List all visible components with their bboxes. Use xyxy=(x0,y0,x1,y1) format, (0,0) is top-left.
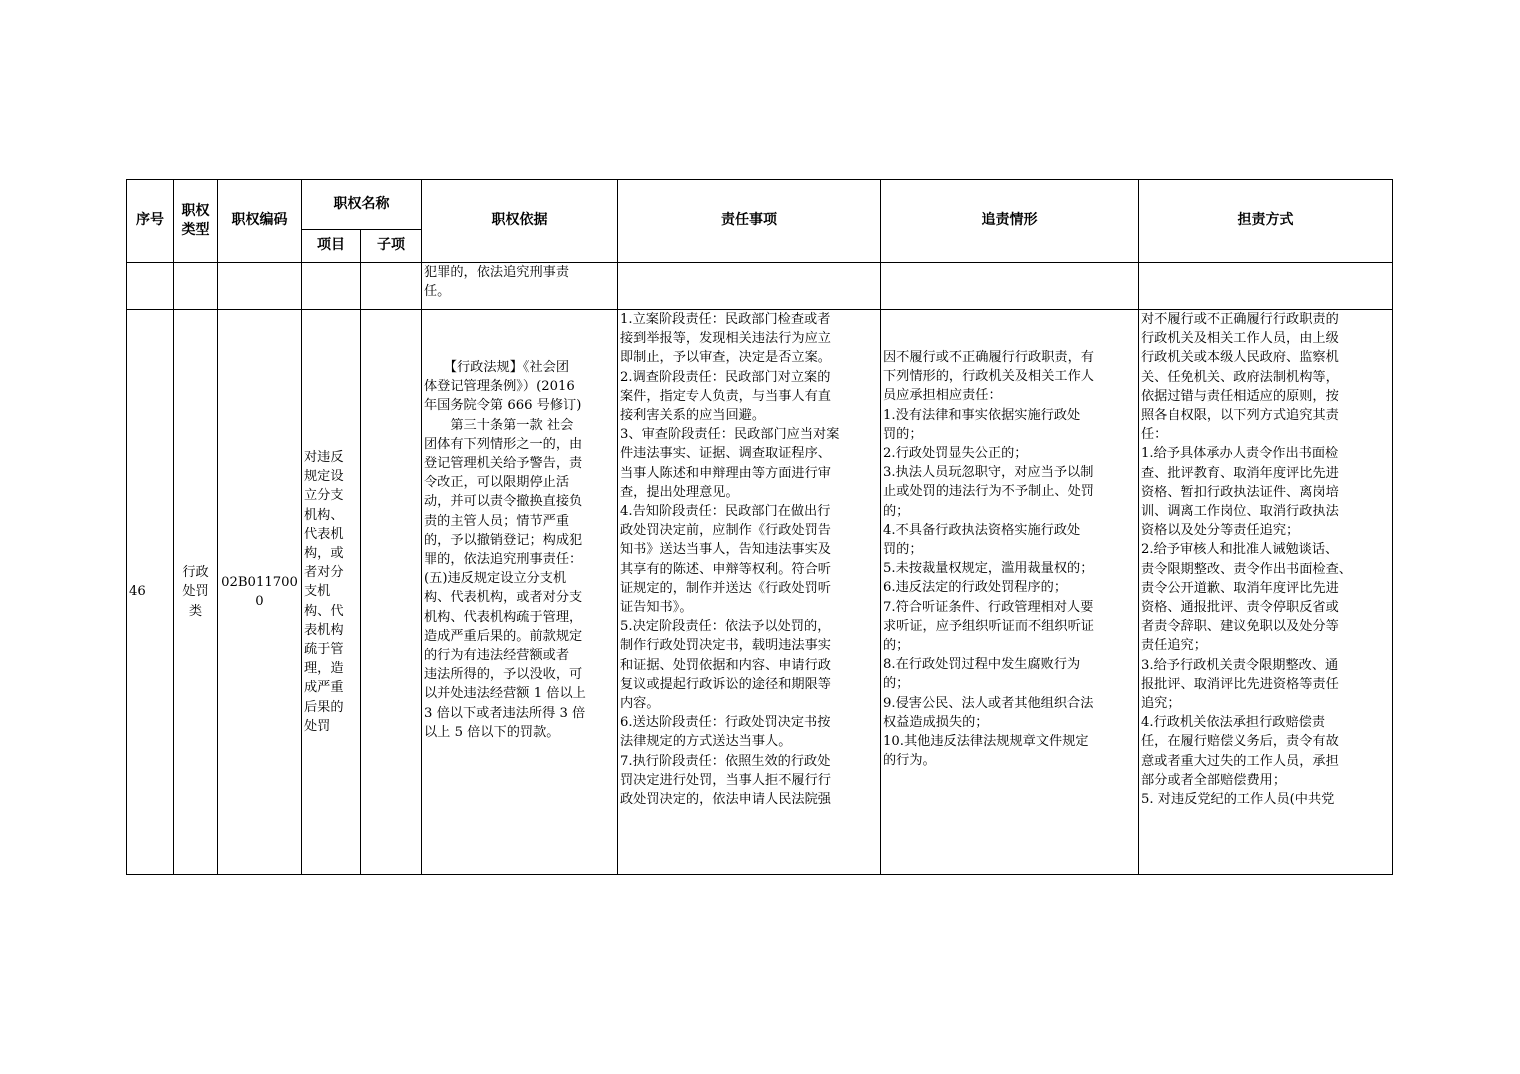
responsibility-line: 7.执行阶段责任：依照生效的行政处 xyxy=(620,753,831,769)
liability-line: 1.给予具体承办人责令作出书面检 xyxy=(1141,446,1339,462)
cont-basis-line: 犯罪的，依法追究刑事责 xyxy=(424,265,570,280)
accountability-line: 求听证，应予组织听证而不组织听证 xyxy=(883,618,1094,634)
responsibility-line: 当事人陈述和申辩理由等方面进行审 xyxy=(620,465,831,481)
header-subitem: 子项 xyxy=(361,230,422,263)
responsibility-line: 证告知书》。 xyxy=(620,600,693,616)
row-seq: 46 xyxy=(127,310,174,875)
accountability-line: 10.其他违反法律法规规章文件规定 xyxy=(883,734,1089,750)
accountability-line: 3.执法人员玩忽职守，对应当予以制 xyxy=(883,465,1094,481)
row-code: 02B0117000 xyxy=(218,310,302,875)
item-line: 表机构 xyxy=(304,622,344,638)
accountability-line: 因不履行或不正确履行行政职责，有 xyxy=(883,350,1094,365)
item-line: 对违反 xyxy=(304,449,344,465)
basis-line: 责的主管人员；情节严重 xyxy=(424,513,570,529)
accountability-line: 下列情形的，行政机关及相关工作人 xyxy=(883,369,1094,385)
basis-line: 3 倍以下或者违法所得 3 倍 xyxy=(424,705,586,721)
responsibility-line: 证规定的，制作并送达《行政处罚听 xyxy=(620,580,831,596)
item-line: 理，造 xyxy=(304,661,344,677)
responsibility-line: 案件，指定专人负责，与当事人有直 xyxy=(620,388,831,404)
basis-line: 的行为有违法经营额或者 xyxy=(424,648,570,664)
cont-type xyxy=(174,263,218,310)
basis-line: 体登记管理条例》）(2016 xyxy=(424,379,575,395)
header-type-text: 职权类型 xyxy=(181,202,210,238)
liability-line: 报批评、取消评比先进资格等责任 xyxy=(1141,676,1339,692)
responsibility-line: 罚决定进行处罚，当事人拒不履行行 xyxy=(620,772,831,788)
liability-line: 3.给予行政机关责令限期整改、通 xyxy=(1141,657,1339,673)
responsibility-line: 2.调查阶段责任：民政部门对立案的 xyxy=(620,369,831,385)
liability-line: 意或者重大过失的工作人员，承担 xyxy=(1141,753,1339,769)
cont-basis-line: 任。 xyxy=(424,284,451,300)
cont-basis xyxy=(422,263,618,310)
header-code xyxy=(218,180,302,263)
item-line: 立分支 xyxy=(304,488,344,504)
accountability-line: 的； xyxy=(883,638,910,654)
accountability-line: 8.在行政处罚过程中发生腐败行为 xyxy=(883,657,1081,673)
liability-line: 照各自权限，以下列方式追究其责 xyxy=(1141,408,1339,424)
responsibility-line: 内容。 xyxy=(620,696,660,712)
accountability-line: 5.未按裁量权规定，滥用裁量权的； xyxy=(883,561,1094,577)
basis-line: 以上 5 倍以下的罚款。 xyxy=(424,724,560,740)
responsibility-line: 接到举报等，发现相关违法行为应立 xyxy=(620,331,831,347)
basis-line: 的，予以撤销登记；构成犯 xyxy=(424,532,583,548)
item-line: 后果的 xyxy=(304,699,344,715)
liability-line: 4.行政机关依法承担行政赔偿责 xyxy=(1141,715,1326,731)
liability-line: 资格、暂扣行政执法证件、离岗培 xyxy=(1141,484,1339,500)
basis-line: (五)违反规定设立分支机 xyxy=(424,571,567,587)
basis-line: 动，并可以责令撤换直接负 xyxy=(424,494,583,510)
basis-line: 年国务院令第 666 号修订) xyxy=(424,398,582,414)
responsibility-line: 6.送达阶段责任：行政处罚决定书按 xyxy=(620,715,831,731)
accountability-line: 6.违反法定的行政处罚程序的； xyxy=(883,580,1068,596)
responsibility-line: 5.决定阶段责任：依法予以处罚的， xyxy=(620,619,831,635)
basis-line: 团体有下列情形之一的，由 xyxy=(424,436,583,452)
item-line: 代表机 xyxy=(304,526,344,542)
basis-line: 机构、代表机构疏于管理， xyxy=(424,609,583,625)
header-responsibility: 责任事项 xyxy=(618,180,881,263)
item-line: 规定设 xyxy=(304,469,344,485)
responsibility-line: 和证据、处罚依据和内容、申请行政 xyxy=(620,657,831,673)
basis-line: 罪的，依法追究刑事责任： xyxy=(424,552,583,568)
liability-line: 者责令辞职、建议免职以及处分等 xyxy=(1141,619,1339,635)
header-accountability: 追责情形 xyxy=(881,180,1139,263)
row-subitem xyxy=(361,310,422,875)
header-code-text: 职权编码 xyxy=(231,212,288,229)
header-row-1 xyxy=(127,180,1393,230)
accountability-line: 4.不具备行政执法资格实施行政处 xyxy=(883,522,1081,538)
item-line: 疏于管 xyxy=(304,642,344,657)
liability-line: 对不履行或不正确履行行政职责的 xyxy=(1141,312,1339,327)
accountability-line: 2.行政处罚显失公正的； xyxy=(883,446,1028,462)
accountability-line: 的； xyxy=(883,676,910,692)
responsibility-line: 其享有的陈述、申辩等权利。符合听 xyxy=(620,561,831,577)
cont-accountability xyxy=(881,263,1139,310)
accountability-line: 7.符合听证条件、行政管理相对人要 xyxy=(883,599,1094,615)
basis-line: 第三十条第一款 社会 xyxy=(424,417,574,433)
item-line: 构，或 xyxy=(304,545,344,561)
responsibility-line: 3、审查阶段责任：民政部门应当对案 xyxy=(620,427,840,443)
liability-line: 部分或者全部赔偿费用； xyxy=(1141,772,1287,788)
responsibility-line: 制作行政处罚决定书，载明违法事实 xyxy=(620,638,831,654)
liability-line: 2.给予审核人和批准人诫勉谈话、 xyxy=(1141,542,1339,558)
liability-line: 依据过错与责任相适应的原则，按 xyxy=(1141,388,1339,404)
row-liability xyxy=(1139,310,1393,875)
accountability-line: 止或处罚的违法行为不予制止、处罚 xyxy=(883,484,1094,500)
header-type xyxy=(174,180,218,263)
responsibility-line: 即制止，予以审查，决定是否立案。 xyxy=(620,350,831,366)
basis-line: 违法所得的，予以没收，可 xyxy=(424,667,583,683)
header-basis: 职权依据 xyxy=(422,180,618,263)
accountability-line: 的行为。 xyxy=(883,753,936,769)
responsibility-line: 复议或提起行政诉讼的途径和期限等 xyxy=(620,676,831,692)
liability-line: 行政机关及相关工作人员，由上级 xyxy=(1141,331,1339,347)
responsibility-line: 政处罚决定前，应制作《行政处罚告 xyxy=(620,523,831,539)
liability-line: 关、任免机关、政府法制机构等， xyxy=(1141,369,1339,385)
responsibility-line: 查，提出处理意见。 xyxy=(620,484,739,500)
responsibility-line: 政处罚决定的，依法申请人民法院强 xyxy=(620,792,831,808)
header-item: 项目 xyxy=(302,230,361,263)
continuation-row xyxy=(127,263,1393,310)
item-line: 处罚 xyxy=(304,718,331,734)
liability-line: 任，在履行赔偿义务后，责令有故 xyxy=(1141,734,1339,750)
accountability-line: 9.侵害公民、法人或者其他组织合法 xyxy=(883,695,1094,711)
header-name-group: 职权名称 xyxy=(302,180,422,230)
responsibility-line: 接利害关系的应当回避。 xyxy=(620,408,766,424)
header-seq xyxy=(127,180,174,263)
basis-line: 构、代表机构，或者对分支 xyxy=(424,590,583,606)
row-type xyxy=(174,310,218,875)
accountability-line: 罚的； xyxy=(883,426,923,442)
cont-liability xyxy=(1139,263,1393,310)
item-line: 支机 xyxy=(304,584,331,600)
row-item xyxy=(302,310,361,875)
accountability-line: 员应承担相应责任： xyxy=(883,388,1002,404)
accountability-line: 罚的； xyxy=(883,542,923,558)
row-basis xyxy=(422,310,618,875)
liability-line: 追究； xyxy=(1141,696,1181,712)
cont-subitem xyxy=(361,263,422,310)
accountability-line: 的； xyxy=(883,503,910,519)
item-line: 构、代 xyxy=(304,603,344,619)
power-responsibility-table xyxy=(126,179,1393,875)
liability-line: 查、批评教育、取消年度评比先进 xyxy=(1141,465,1339,481)
cont-item xyxy=(302,263,361,310)
liability-line: 资格、通报批评、责令停职反省或 xyxy=(1141,600,1339,616)
header-liability: 担责方式 xyxy=(1139,180,1393,263)
liability-line: 责令限期整改、责令作出书面检查、 xyxy=(1141,561,1352,577)
responsibility-line: 件违法事实、证据、调查取证程序、 xyxy=(620,446,831,462)
basis-line: 令改正，可以限期停止活 xyxy=(424,475,570,491)
type-line: 类 xyxy=(188,603,203,619)
cont-seq xyxy=(127,263,174,310)
liability-line: 行政机关或本级人民政府、监察机 xyxy=(1141,350,1339,366)
basis-line: 登记管理机关给予警告，责 xyxy=(424,456,583,472)
item-line: 者对分 xyxy=(304,565,344,581)
responsibility-line: 1.立案阶段责任：民政部门检查或者 xyxy=(620,312,831,327)
row-accountability xyxy=(881,310,1139,875)
item-line: 机构、 xyxy=(304,507,344,523)
table-row xyxy=(127,310,1393,875)
liability-line: 责令公开道歉、取消年度评比先进 xyxy=(1141,580,1339,596)
basis-line: 以并处违法经营额 1 倍以上 xyxy=(424,686,586,702)
liability-line: 训、调离工作岗位、取消行政执法 xyxy=(1141,504,1339,520)
liability-line: 任： xyxy=(1141,427,1168,443)
responsibility-line: 知书》送达当事人，告知违法事实及 xyxy=(620,542,831,558)
liability-line: 5. 对违反党纪的工作人员(中共党 xyxy=(1141,792,1335,808)
liability-line: 资格以及处分等责任追究； xyxy=(1141,523,1300,539)
responsibility-line: 法律规定的方式送达当事人。 xyxy=(620,734,792,750)
header-seq-text: 序号 xyxy=(136,212,164,229)
row-responsibility xyxy=(618,310,881,875)
type-line: 处罚 xyxy=(182,584,209,600)
basis-line: 【行政法规】《社会团 xyxy=(424,360,570,375)
responsibility-line: 4.告知阶段责任：民政部门在做出行 xyxy=(620,504,831,520)
type-line: 行政 xyxy=(182,565,209,581)
item-line: 成严重 xyxy=(304,680,344,696)
accountability-line: 权益造成损失的； xyxy=(883,714,989,730)
liability-line: 责任追究； xyxy=(1141,638,1207,654)
cont-code xyxy=(218,263,302,310)
basis-line: 造成严重后果的。前款规定 xyxy=(424,628,583,644)
cont-responsibility xyxy=(618,263,881,310)
accountability-line: 1.没有法律和事实依据实施行政处 xyxy=(883,407,1081,423)
